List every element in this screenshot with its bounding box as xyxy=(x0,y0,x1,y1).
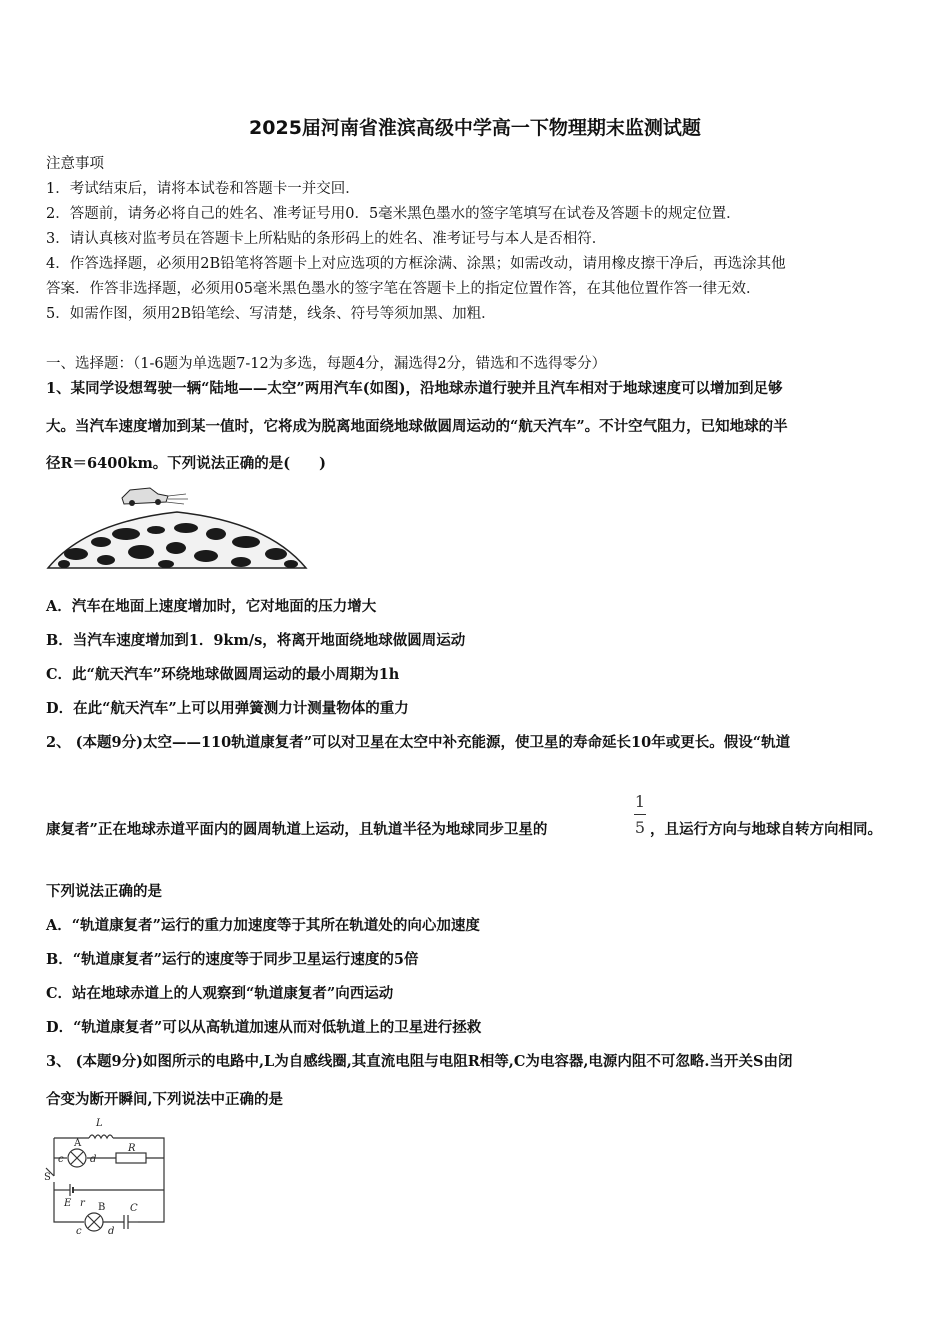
question-1-text: 1、某同学设想驾驶一辆“陆地——太空”两用汽车(如图)，沿地球赤道行驶并且汽车相对于地球速度可以增加到足够 xyxy=(46,380,783,397)
notice-item: 答案．作答非选择题，必须用05毫米黑色墨水的签字笔在答题卡上的指定位置作答，在其他位置作答一律无效． xyxy=(46,281,761,297)
label-R: R xyxy=(128,1143,136,1154)
label-L: L xyxy=(96,1118,103,1129)
question-2-option-b: B．“轨道康复者”运行的速度等于同步卫星运行速度的5倍 xyxy=(46,951,419,968)
earth-car-illustration xyxy=(46,482,308,570)
question-2-option-d: D．“轨道康复者”可以从高轨道加速从而对低轨道上的卫星进行拯救 xyxy=(46,1019,482,1036)
notice-item: 2．答题前，请务必将自己的姓名、准考证号用0．5毫米黑色墨水的签字笔填写在试卷及答题卡的规定位置． xyxy=(46,206,741,222)
page-title: 2025届河南省淮滨高级中学高一下物理期末监测试题 xyxy=(249,117,701,139)
label-S: S xyxy=(44,1172,51,1183)
label-E: E xyxy=(64,1198,72,1209)
label-C: C xyxy=(130,1203,138,1214)
label-c: c xyxy=(76,1226,82,1236)
question-2-text: ，且运行方向与地球自转方向相同。 xyxy=(650,821,882,838)
question-1-option-c: C．此“航天汽车”环绕地球做圆周运动的最小周期为1h xyxy=(46,666,400,683)
fraction-one-fifth xyxy=(632,792,648,837)
question-2-text: 康复者”正在地球赤道平面内的圆周轨道上运动，且轨道半径为地球同步卫星的 xyxy=(46,821,548,838)
circuit-diagram xyxy=(44,1116,174,1236)
car-icon xyxy=(122,488,188,506)
question-3-text: 3、 (本题9分)如图所示的电路中,L为自感线圈,其直流电阻与电阻R相等,C为电容器,电源内阻不可忽略.当开关S由闭 xyxy=(46,1053,793,1070)
notice-item: 1．考试结束后，请将本试卷和答题卡一并交回． xyxy=(46,181,360,197)
question-1-option-a: A．汽车在地面上速度增加时，它对地面的压力增大 xyxy=(46,598,377,615)
fraction-denominator: 5 xyxy=(634,818,646,837)
question-1-text: 大。当汽车速度增加到某一值时，它将成为脱离地面绕地球做圆周运动的“航天汽车”。不计空气阻力，已知地球的半 xyxy=(46,418,788,435)
question-3-text: 合变为断开瞬间,下列说法中正确的是 xyxy=(46,1091,284,1108)
notice-item: 4．作答选择题，必须用2B铅笔将答题卡上对应选项的方框涂满、涂黑；如需改动，请用橡皮擦干净后，再选涂其他 xyxy=(46,256,786,272)
question-2-option-c: C．站在地球赤道上的人观察到“轨道康复者”向西运动 xyxy=(46,985,394,1002)
question-2-text: 2、 (本题9分)太空——110轨道康复者”可以对卫星在太空中补充能源，使卫星的寿命延长10年或更长。假设“轨道 xyxy=(46,734,791,751)
question-1-text: 径R＝6400km。下列说法正确的是( ) xyxy=(46,455,327,472)
label-d: d xyxy=(90,1154,97,1165)
question-1-option-d: D．在此“航天汽车”上可以用弹簧测力计测量物体的重力 xyxy=(46,700,409,717)
question-2-prompt: 下列说法正确的是 xyxy=(46,883,162,900)
notice-item: 5．如需作图，须用2B铅笔绘、写清楚，线条、符号等须加黑、加粗． xyxy=(46,306,496,322)
label-r: r xyxy=(80,1198,85,1209)
notice-heading: 注意事项 xyxy=(46,156,104,172)
label-d: d xyxy=(108,1226,115,1236)
section-heading: 一、选择题：（1-6题为单选题7-12为多选，每题4分，漏选得2分，错选和不选得零分） xyxy=(46,356,607,372)
question-2-option-a: A．“轨道康复者”运行的重力加速度等于其所在轨道处的向心加速度 xyxy=(46,917,480,934)
label-A: A xyxy=(74,1138,82,1149)
question-1-option-b: B．当汽车速度增加到1．9km/s，将离开地面绕地球做圆周运动 xyxy=(46,632,466,649)
label-c: c xyxy=(58,1154,64,1165)
notice-item: 3．请认真核对监考员在答题卡上所粘贴的条形码上的姓名、准考证号与本人是否相符． xyxy=(46,231,607,247)
fraction-numerator: 1 xyxy=(634,792,646,811)
label-B: B xyxy=(98,1202,106,1213)
